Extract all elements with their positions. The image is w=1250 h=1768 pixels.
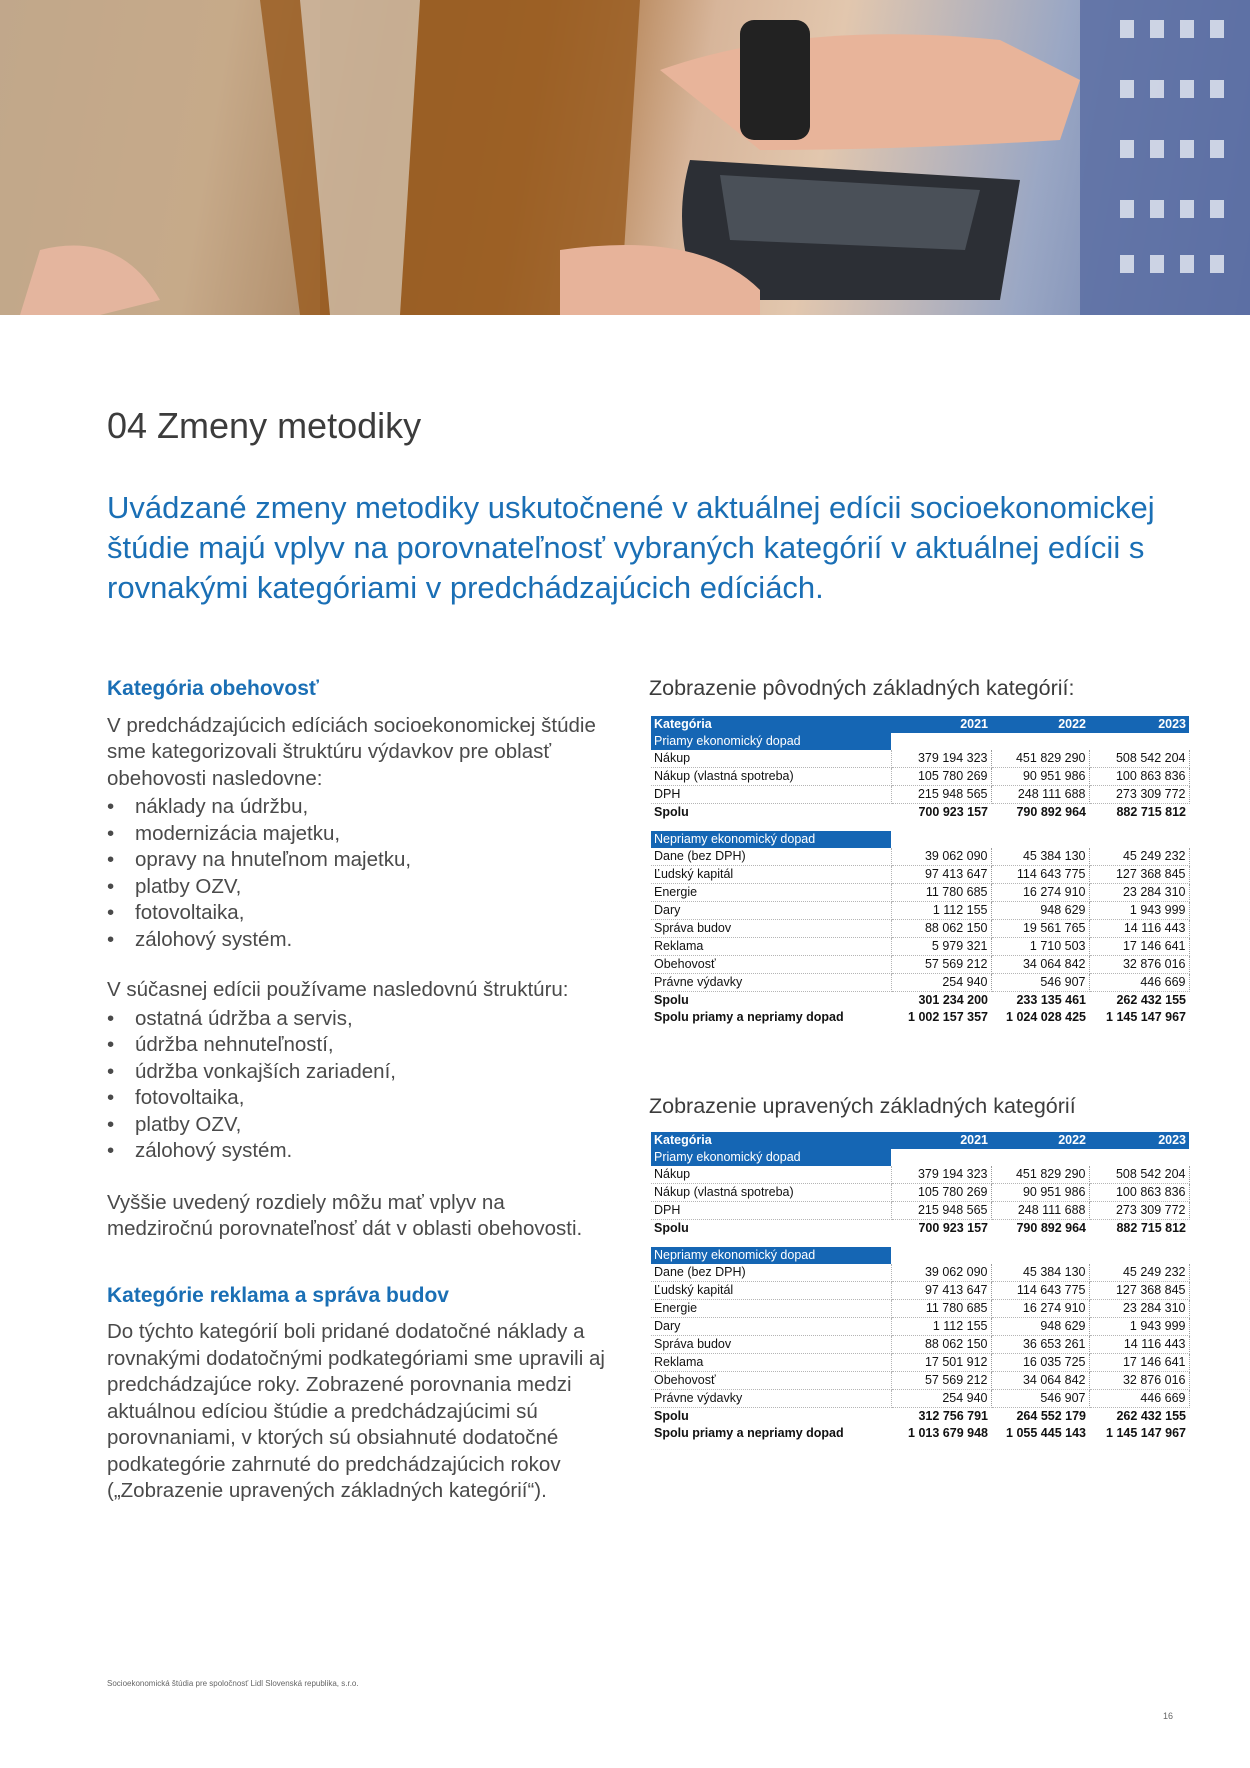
header-cell: 2022 <box>991 716 1089 733</box>
table-row <box>651 1390 1189 1408</box>
table-header-row <box>651 1132 1189 1149</box>
table-cell: Spolu <box>654 993 689 1007</box>
table-cell: 11 780 685 <box>891 1300 991 1318</box>
list-item: • údržba nehnuteľností, <box>107 1032 607 1059</box>
table-cell: 14 116 443 <box>1089 920 1189 938</box>
table-cell: 23 284 310 <box>1089 884 1189 902</box>
table-cell: 379 194 323 <box>891 1166 991 1184</box>
table-cell: Správa budov <box>651 920 891 938</box>
table-cell: Dary <box>651 1318 891 1336</box>
section-label: Priamy ekonomický dopad <box>651 1149 891 1166</box>
list-item: • platby OZV, <box>107 874 607 901</box>
table-cell: 100 863 836 <box>1089 768 1189 786</box>
table-cell: 11 780 685 <box>891 884 991 902</box>
table-cell: 45 384 130 <box>991 1264 1089 1282</box>
table-cell: 273 309 772 <box>1089 786 1189 804</box>
table-cell: Nákup (vlastná spotreba) <box>651 1184 891 1202</box>
heading-obehovost: Kategória obehovosť <box>107 677 319 700</box>
table-cell: Obehovosť <box>651 1372 891 1390</box>
table-cell: 34 064 842 <box>991 1372 1089 1390</box>
table-cell: 312 756 791 <box>918 1409 988 1423</box>
table-cell: 451 829 290 <box>991 1166 1089 1184</box>
table-cell: 100 863 836 <box>1089 1184 1189 1202</box>
table-cell: 508 542 204 <box>1089 1166 1189 1184</box>
table-row <box>651 1282 1189 1300</box>
table-cell: Reklama <box>651 938 891 956</box>
header-cell: Kategória <box>651 716 891 733</box>
table-cell: 17 501 912 <box>891 1354 991 1372</box>
table-row <box>651 786 1189 804</box>
table-cell: 105 780 269 <box>891 1184 991 1202</box>
table-cell: 16 274 910 <box>991 884 1089 902</box>
table-cell: DPH <box>651 786 891 804</box>
table-row <box>651 1166 1189 1184</box>
table-cell: 254 940 <box>891 1390 991 1408</box>
table-cell: 700 923 157 <box>918 1221 988 1235</box>
table-cell: 248 111 688 <box>991 786 1089 804</box>
grand-total-row <box>651 1009 1189 1026</box>
table-cell: 90 951 986 <box>991 1184 1089 1202</box>
total-row <box>651 1220 1189 1238</box>
table-cell: 19 561 765 <box>991 920 1089 938</box>
table-row <box>651 1184 1189 1202</box>
table-cell: 57 569 212 <box>891 956 991 974</box>
header-cell: 2021 <box>891 716 991 733</box>
table1-caption: Zobrazenie pôvodných základných kategórií: <box>649 676 1075 700</box>
table-row <box>651 1300 1189 1318</box>
section-row <box>651 1247 1189 1264</box>
page-title: 04 Zmeny metodiky <box>107 405 422 446</box>
list-item: • zálohový systém. <box>107 927 607 954</box>
table-cell: 114 643 775 <box>991 1282 1089 1300</box>
table-cell: Ľudský kapitál <box>651 866 891 884</box>
table-cell: 5 979 321 <box>891 938 991 956</box>
table-cell: 215 948 565 <box>891 1202 991 1220</box>
table-cell: 301 234 200 <box>918 993 988 1007</box>
table-cell: Dary <box>651 902 891 920</box>
table-cell: 114 643 775 <box>991 866 1089 884</box>
table-cell: 451 829 290 <box>991 750 1089 768</box>
section-label: Nepriamy ekonomický dopad <box>651 1247 891 1264</box>
list-item: • fotovoltaika, <box>107 1085 607 1112</box>
table-row <box>651 1202 1189 1220</box>
table-cell: 248 111 688 <box>991 1202 1089 1220</box>
paragraph-comparability: Vyššie uvedený rozdiely môžu mať vplyv na medziročnú porovnateľnosť dát v oblasti obehovosti. <box>107 1190 583 1240</box>
list-item: • náklady na údržbu, <box>107 794 607 821</box>
section-row <box>651 1149 1189 1166</box>
hero-photo <box>0 0 1250 315</box>
table-cell: 17 146 641 <box>1089 1354 1189 1372</box>
table-cell: Spolu priamy a nepriamy dopad <box>654 1426 844 1440</box>
table-cell: 1 145 147 967 <box>1106 1010 1186 1024</box>
table-cell: 215 948 565 <box>891 786 991 804</box>
table-cell: 1 055 445 143 <box>1006 1426 1086 1440</box>
header-cell: 2022 <box>991 1132 1089 1149</box>
table-cell: 16 035 725 <box>991 1354 1089 1372</box>
table-cell: 45 249 232 <box>1089 1264 1189 1282</box>
table-cell: Ľudský kapitál <box>651 1282 891 1300</box>
table-cell: 790 892 964 <box>1016 805 1086 819</box>
total-row <box>651 804 1189 822</box>
total-row <box>651 992 1189 1010</box>
table-header-row <box>651 716 1189 733</box>
table-cell: 948 629 <box>991 902 1089 920</box>
table-cell: 254 940 <box>891 974 991 992</box>
table-row <box>651 768 1189 786</box>
table-cell: 17 146 641 <box>1089 938 1189 956</box>
table-cell: 127 368 845 <box>1089 866 1189 884</box>
table-adjusted-categories <box>651 1132 1190 1442</box>
table-cell: 379 194 323 <box>891 750 991 768</box>
table-cell: 39 062 090 <box>891 848 991 866</box>
table-cell: 127 368 845 <box>1089 1282 1189 1300</box>
table-row <box>651 884 1189 902</box>
table-cell: 446 669 <box>1089 974 1189 992</box>
table-cell: Reklama <box>651 1354 891 1372</box>
table-cell: 16 274 910 <box>991 1300 1089 1318</box>
header-cell: 2023 <box>1089 716 1189 733</box>
table-original-categories <box>651 716 1190 1026</box>
table-cell: 32 876 016 <box>1089 1372 1189 1390</box>
header-cell: Kategória <box>651 1132 891 1149</box>
table-cell: Energie <box>651 884 891 902</box>
table-cell: Nákup <box>651 1166 891 1184</box>
table-cell: 97 413 647 <box>891 866 991 884</box>
list-current-structure <box>107 1006 607 1165</box>
table-cell: Energie <box>651 1300 891 1318</box>
list-item: • platby OZV, <box>107 1112 607 1139</box>
table-cell: 34 064 842 <box>991 956 1089 974</box>
table-cell: 36 653 261 <box>991 1336 1089 1354</box>
heading-reklama-sprava: Kategórie reklama a správa budov <box>107 1283 449 1307</box>
table-cell: 1 943 999 <box>1089 1318 1189 1336</box>
list-item: • ostatná údržba a servis, <box>107 1006 607 1033</box>
table-cell: 262 432 155 <box>1116 1409 1186 1423</box>
table-cell: Spolu <box>654 1221 689 1235</box>
page-number: 16 <box>1163 1711 1174 1721</box>
table-row <box>651 920 1189 938</box>
table-cell: Právne výdavky <box>651 1390 891 1408</box>
paragraph-previous: V predchádzajúcich edíciách socioekonomickej štúdie sme kategorizovali štruktúru výdavkov pre oblasť obehovosti nasledovne: <box>107 713 596 790</box>
table-cell: 90 951 986 <box>991 768 1089 786</box>
paragraph-current: V súčasnej edícii používame nasledovnú štruktúru: <box>107 978 569 1001</box>
table-cell: 45 249 232 <box>1089 848 1189 866</box>
paragraph-additional-costs: Do týchto kategórií boli pridané dodatočné náklady a rovnakými dodatočnými podkategóriami sme upravili aj predchádzajúce roky. Zobrazené porovnania medzi aktuálnou edíciou štúdie a predchádzajúcimi sú porovnaniami, v ktorých sú obsiahnuté dodatočné podkategórie zahrnuté do predchádzajúcich rokov („Zobrazenie upravených základných kategórií“). <box>107 1320 605 1502</box>
table-cell: 546 907 <box>991 1390 1089 1408</box>
table-cell: Správa budov <box>651 1336 891 1354</box>
table-row <box>651 866 1189 884</box>
table-cell: 57 569 212 <box>891 1372 991 1390</box>
grand-total-row <box>651 1425 1189 1442</box>
section-row <box>651 733 1189 750</box>
table-cell: 508 542 204 <box>1089 750 1189 768</box>
list-item: • modernizácia majetku, <box>107 821 607 848</box>
table-cell: 948 629 <box>991 1318 1089 1336</box>
table-row <box>651 750 1189 768</box>
table-cell: Nákup (vlastná spotreba) <box>651 768 891 786</box>
table-cell: 1 145 147 967 <box>1106 1426 1186 1440</box>
table-cell: Obehovosť <box>651 956 891 974</box>
table-cell: Spolu priamy a nepriamy dopad <box>654 1010 844 1024</box>
table-cell: 1 112 155 <box>891 1318 991 1336</box>
lead-paragraph: Uvádzané zmeny metodiky uskutočnené v aktuálnej edícii socioekonomickej štúdie majú vplyv na porovnateľnosť vybraných kategórií v aktuálnej edícii s rovnakými kategóriami v predchádzajúcich edíciách. <box>107 490 1155 605</box>
table-cell: 1 112 155 <box>891 902 991 920</box>
table-cell: DPH <box>651 1202 891 1220</box>
table-cell: Spolu <box>654 805 689 819</box>
header-cell: 2023 <box>1089 1132 1189 1149</box>
list-item: • údržba vonkajších zariadení, <box>107 1059 607 1086</box>
table-cell: 1 943 999 <box>1089 902 1189 920</box>
list-item: • opravy na hnuteľnom majetku, <box>107 847 607 874</box>
table-cell: Dane (bez DPH) <box>651 848 891 866</box>
table-cell: 45 384 130 <box>991 848 1089 866</box>
payment-terminal-illustration <box>0 0 1250 315</box>
section-row <box>651 831 1189 848</box>
list-item: • fotovoltaika, <box>107 900 607 927</box>
table-row <box>651 974 1189 992</box>
table-cell: 446 669 <box>1089 1390 1189 1408</box>
table-cell: 39 062 090 <box>891 1264 991 1282</box>
table-cell: 700 923 157 <box>918 805 988 819</box>
table-cell: 1 002 157 357 <box>908 1010 988 1024</box>
table-cell: 88 062 150 <box>891 1336 991 1354</box>
table-cell: 546 907 <box>991 974 1089 992</box>
table-cell: 790 892 964 <box>1016 1221 1086 1235</box>
total-row <box>651 1408 1189 1426</box>
table-cell: Spolu <box>654 1409 689 1423</box>
table-cell: 882 715 812 <box>1116 805 1186 819</box>
table-cell: 32 876 016 <box>1089 956 1189 974</box>
table-cell: 262 432 155 <box>1116 993 1186 1007</box>
table-cell: 14 116 443 <box>1089 1336 1189 1354</box>
table-row <box>651 938 1189 956</box>
table-cell: 273 309 772 <box>1089 1202 1189 1220</box>
table-row <box>651 1336 1189 1354</box>
table-row <box>651 902 1189 920</box>
list-previous-structure <box>107 794 607 953</box>
header-cell: 2021 <box>891 1132 991 1149</box>
table-cell: 882 715 812 <box>1116 1221 1186 1235</box>
table-row <box>651 848 1189 866</box>
table-cell: 1 024 028 425 <box>1006 1010 1086 1024</box>
section-label: Nepriamy ekonomický dopad <box>651 831 891 848</box>
table-cell: Dane (bez DPH) <box>651 1264 891 1282</box>
table-cell: 264 552 179 <box>1016 1409 1086 1423</box>
table2-caption: Zobrazenie upravených základných kategórií <box>649 1094 1076 1118</box>
list-item: • zálohový systém. <box>107 1138 607 1165</box>
table-cell: Právne výdavky <box>651 974 891 992</box>
table-row <box>651 1264 1189 1282</box>
table-row <box>651 956 1189 974</box>
left-column <box>107 676 607 1505</box>
table-cell: 88 062 150 <box>891 920 991 938</box>
table-cell: 1 013 679 948 <box>908 1426 988 1440</box>
table-row <box>651 1318 1189 1336</box>
footer-text: Socioekonomická štúdia pre spoločnosť Lidl Slovenská republika, s.r.o. <box>107 1679 359 1688</box>
table-cell: 1 710 503 <box>991 938 1089 956</box>
section-label: Priamy ekonomický dopad <box>651 733 891 750</box>
table-cell: Nákup <box>651 750 891 768</box>
table-row <box>651 1372 1189 1390</box>
table-row <box>651 1354 1189 1372</box>
table-cell: 97 413 647 <box>891 1282 991 1300</box>
table-cell: 105 780 269 <box>891 768 991 786</box>
table-cell: 23 284 310 <box>1089 1300 1189 1318</box>
table-cell: 233 135 461 <box>1016 993 1086 1007</box>
